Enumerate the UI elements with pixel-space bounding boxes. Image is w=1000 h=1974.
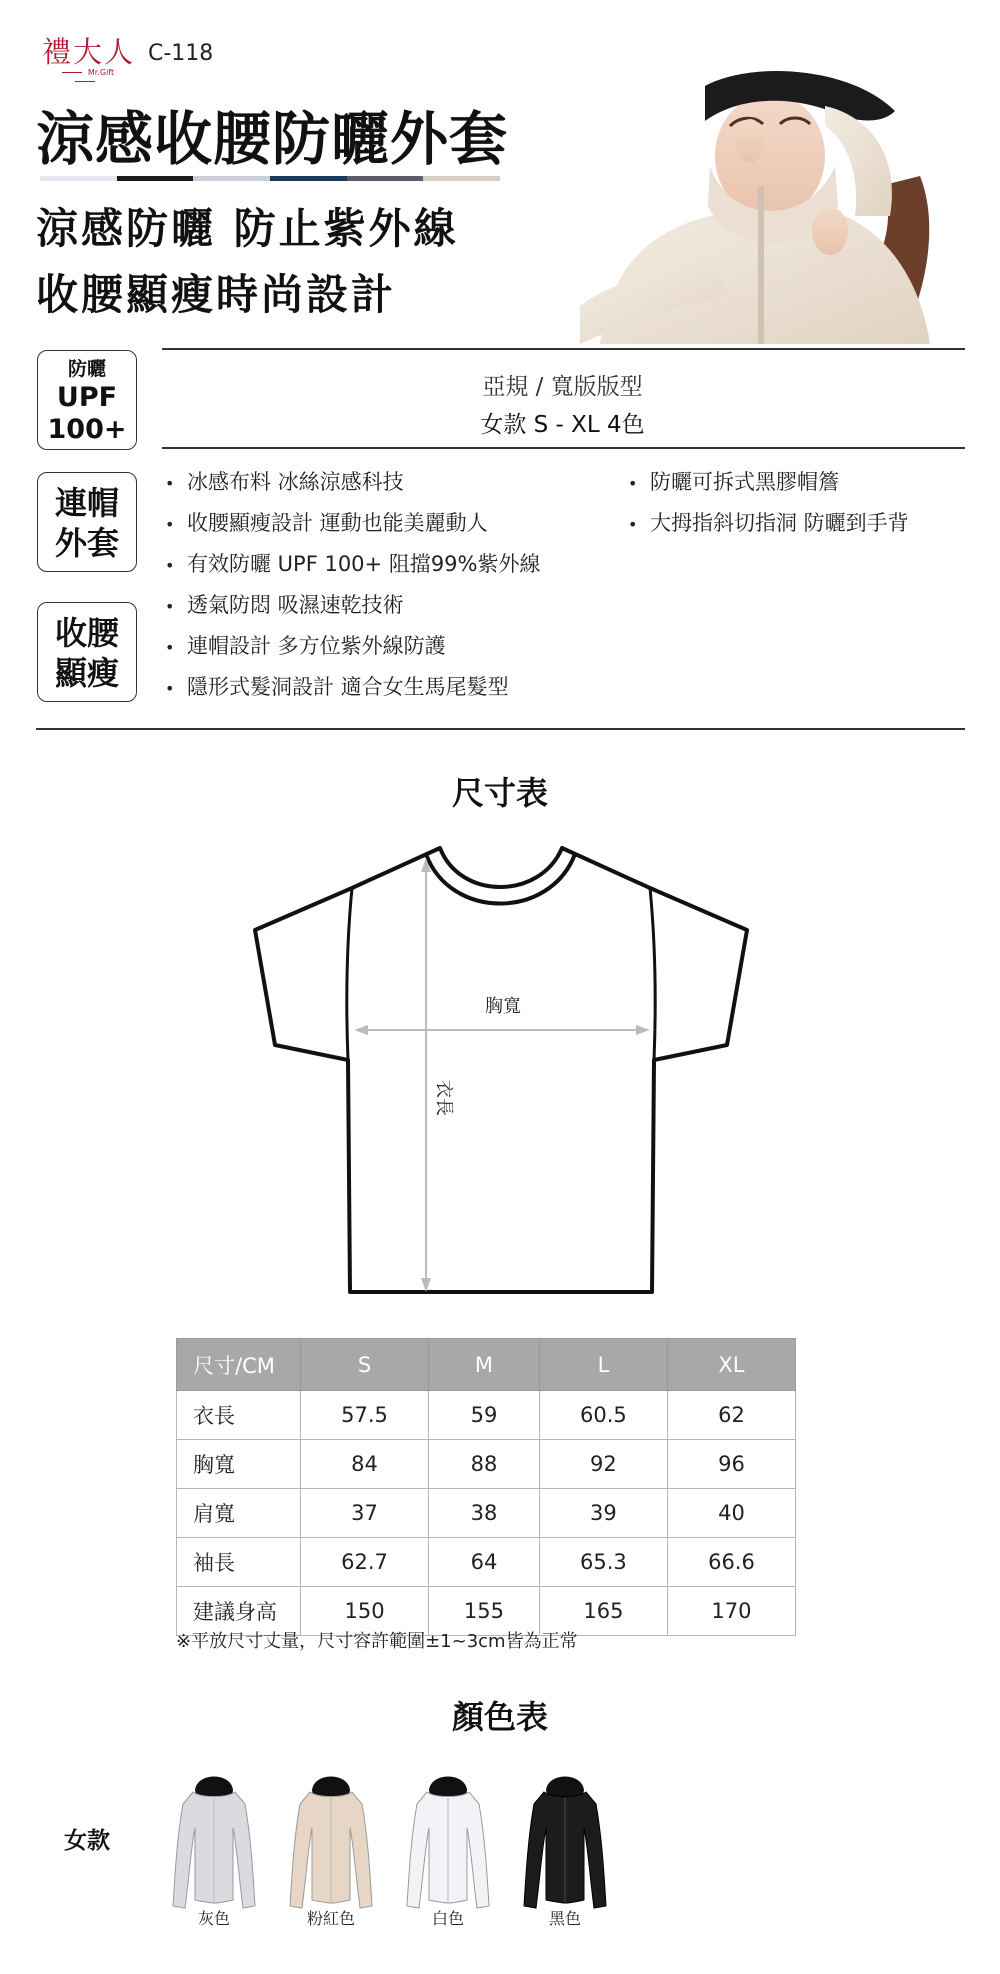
table-cell: 40 — [667, 1489, 795, 1538]
table-cell: 150 — [301, 1587, 429, 1636]
table-cell: 62.7 — [301, 1538, 429, 1587]
size-note: ※平放尺寸丈量，尺寸容許範圍±1~3cm皆為正常 — [176, 1631, 578, 1652]
table-cell: 66.6 — [667, 1538, 795, 1587]
table-cell: 39 — [539, 1489, 667, 1538]
table-header-cell: 尺寸/CM — [177, 1339, 301, 1391]
color-name: 粉紅色 — [306, 1909, 355, 1928]
table-cell: 建議身高 — [177, 1587, 301, 1636]
color-name: 灰色 — [197, 1909, 230, 1928]
table-header-row — [177, 1339, 796, 1391]
size-chart-title: 尺寸表 — [451, 774, 548, 812]
table-row — [177, 1391, 796, 1440]
table-header-cell: M — [429, 1339, 540, 1391]
color-strip-segment — [117, 176, 194, 181]
table-cell: 84 — [301, 1440, 429, 1489]
feature-list-left — [165, 466, 541, 712]
divider — [162, 447, 965, 449]
length-label: 衣長 — [433, 1080, 454, 1116]
table-cell: 165 — [539, 1587, 667, 1636]
table-cell: 64 — [429, 1538, 540, 1587]
feature-item: • 透氣防悶 吸濕速乾技術 — [165, 589, 541, 630]
tshirt-diagram — [250, 840, 755, 1300]
color-name: 白色 — [431, 1909, 464, 1928]
table-cell: 96 — [667, 1440, 795, 1489]
feature-item: • 連帽設計 多方位紫外線防護 — [165, 630, 541, 671]
divider — [36, 728, 965, 730]
subtitle-line-2: 收腰顯瘦時尚設計 — [36, 270, 397, 319]
jacket-gray-swatch — [165, 1768, 263, 1914]
divider — [162, 348, 965, 350]
color-strip-segment — [40, 176, 117, 181]
table-cell: 155 — [429, 1587, 540, 1636]
table-row — [177, 1440, 796, 1489]
color-name: 黑色 — [548, 1909, 581, 1928]
brand-subtext: Mr.Gift — [42, 68, 128, 86]
size-range: 女款 S - XL 4色 — [480, 412, 645, 438]
jacket-black-swatch — [516, 1768, 614, 1914]
table-header-cell: L — [539, 1339, 667, 1391]
subtitle-line-1: 涼感防曬 防止紫外線 — [36, 204, 459, 253]
jacket-white-swatch — [399, 1768, 497, 1914]
table-cell: 袖長 — [177, 1538, 301, 1587]
feature-item: • 隱形式髮洞設計 適合女生馬尾髮型 — [165, 671, 541, 712]
model-photo — [580, 66, 960, 344]
color-strip-segment — [193, 176, 270, 181]
feature-item: • 收腰顯瘦設計 運動也能美麗動人 — [165, 507, 541, 548]
variant-label: 女款 — [64, 1828, 110, 1854]
feature-item: • 大拇指斜切指洞 防曬到手背 — [628, 507, 909, 548]
badge-slim: 收腰 顯瘦 — [37, 602, 137, 702]
table-cell: 胸寬 — [177, 1440, 301, 1489]
feature-item: • 冰感布料 冰絲涼感科技 — [165, 466, 541, 507]
feature-list-right — [628, 466, 909, 548]
product-title: 涼感收腰防曬外套 — [36, 105, 509, 173]
table-cell: 170 — [667, 1587, 795, 1636]
color-strip-segment — [347, 176, 424, 181]
table-row — [177, 1489, 796, 1538]
table-cell: 37 — [301, 1489, 429, 1538]
table-row — [177, 1538, 796, 1587]
fit-type: 亞規 / 寬版版型 — [482, 374, 643, 400]
table-cell: 62 — [667, 1391, 795, 1440]
color-strip — [40, 176, 500, 181]
table-header-cell: S — [301, 1339, 429, 1391]
color-strip-segment — [270, 176, 347, 181]
chest-label: 胸寬 — [485, 996, 521, 1017]
table-cell: 衣長 — [177, 1391, 301, 1440]
table-cell: 59 — [429, 1391, 540, 1440]
table-cell: 92 — [539, 1440, 667, 1489]
model-code: C-118 — [148, 41, 214, 66]
jacket-pink-swatch — [282, 1768, 380, 1914]
color-chart-title: 顏色表 — [451, 1698, 548, 1736]
feature-item: • 防曬可拆式黑膠帽簷 — [628, 466, 909, 507]
color-strip-segment — [423, 176, 500, 181]
table-cell: 38 — [429, 1489, 540, 1538]
table-header-cell: XL — [667, 1339, 795, 1391]
brand-logo: 禮大人 — [42, 35, 136, 69]
table-cell: 57.5 — [301, 1391, 429, 1440]
badge-hooded: 連帽 外套 — [37, 472, 137, 572]
table-cell: 65.3 — [539, 1538, 667, 1587]
table-cell: 88 — [429, 1440, 540, 1489]
feature-item: • 有效防曬 UPF 100+ 阻擋99%紫外線 — [165, 548, 541, 589]
badge-upf: 防曬 UPF 100+ — [37, 350, 137, 450]
size-table — [176, 1338, 796, 1636]
table-cell: 60.5 — [539, 1391, 667, 1440]
table-cell: 肩寬 — [177, 1489, 301, 1538]
